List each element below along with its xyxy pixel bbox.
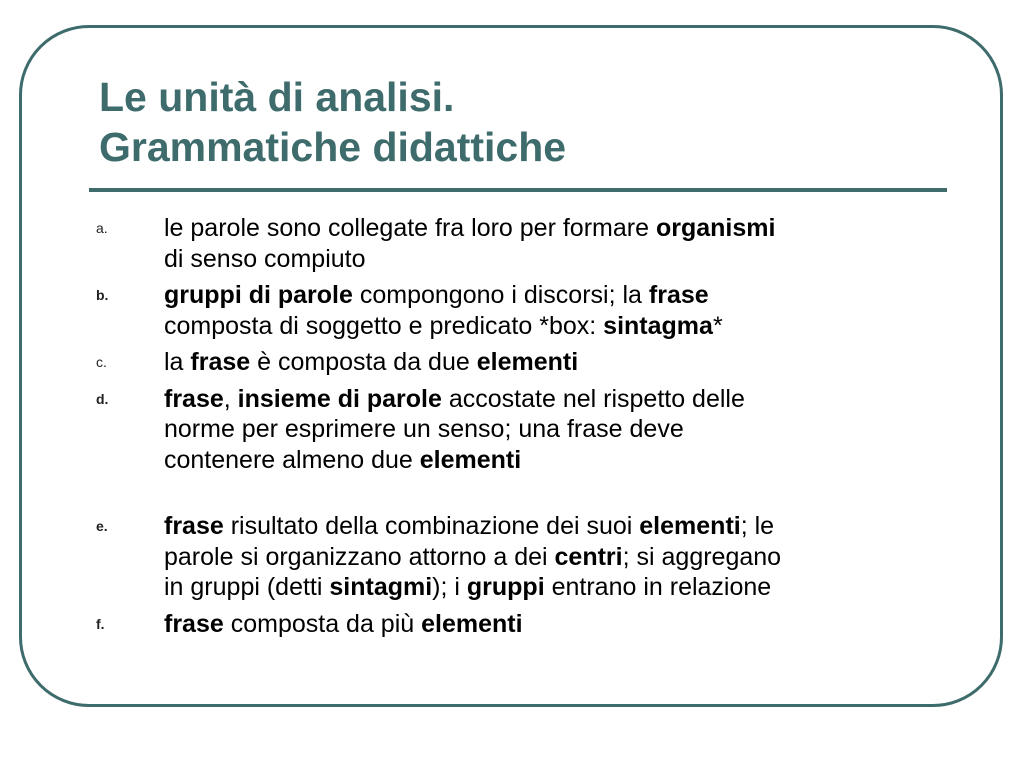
body-text: in gruppi (detti xyxy=(164,573,330,601)
body-text: compongono i discorsi; la xyxy=(352,281,649,309)
list-item-line xyxy=(164,609,956,640)
emphasis-text: gruppi xyxy=(466,573,545,601)
list-marker: d. xyxy=(96,390,109,407)
list-item xyxy=(96,213,956,274)
list-marker: b. xyxy=(96,287,109,303)
list-item-line xyxy=(164,244,956,275)
title-line-2: Grammatiche didattiche xyxy=(99,124,567,170)
body-text: composta di soggetto e predicato *box: xyxy=(164,311,604,340)
body-text: accostate nel rispetto delle xyxy=(441,384,745,413)
list-item xyxy=(96,511,956,603)
emphasis-text: frase xyxy=(164,384,224,413)
list-item-line xyxy=(164,511,956,542)
title-divider xyxy=(89,188,947,192)
list-item-line xyxy=(164,280,956,311)
emphasis-text: elementi xyxy=(421,609,523,638)
body-text: ; le xyxy=(740,512,775,540)
body-text: le parole sono collegate fra loro per formare xyxy=(164,214,656,242)
emphasis-text: frase xyxy=(164,609,224,638)
body-text: contenere almeno due xyxy=(164,445,420,474)
list-marker: f. xyxy=(96,615,105,632)
body-text: la xyxy=(164,348,191,376)
emphasis-text: frase xyxy=(648,281,709,309)
list-item-line xyxy=(164,414,956,445)
list-item-line xyxy=(164,572,956,603)
list-item xyxy=(96,384,956,476)
list-item-line xyxy=(164,445,956,476)
emphasis-text: elementi xyxy=(476,348,579,376)
body-text: * xyxy=(712,311,723,340)
emphasis-text: insieme di parole xyxy=(237,384,442,413)
list-marker: e. xyxy=(96,518,108,534)
body-text: , xyxy=(223,384,238,413)
emphasis-text: elementi xyxy=(419,445,522,474)
list-item-line xyxy=(164,213,956,244)
title-line-1: Le unità di analisi. xyxy=(99,74,455,120)
list-item-line xyxy=(164,384,956,415)
emphasis-text: sintagmi xyxy=(329,573,433,601)
slide-title xyxy=(99,72,566,172)
body-text: di senso compiuto xyxy=(164,244,366,273)
list-item-line xyxy=(164,311,956,342)
body-text: entrano in relazione xyxy=(544,573,772,601)
list-marker: a. xyxy=(96,220,108,236)
bullet-list xyxy=(96,213,956,645)
emphasis-text: gruppi di parole xyxy=(164,281,353,309)
body-text: ); i xyxy=(432,573,467,601)
emphasis-text: organismi xyxy=(655,214,776,242)
emphasis-text: elementi xyxy=(639,512,741,540)
list-item xyxy=(96,347,956,378)
emphasis-text: frase xyxy=(190,348,251,376)
list-item xyxy=(96,280,956,341)
list-marker: c. xyxy=(96,354,107,370)
body-text: parole si organizzano attorno a dei xyxy=(164,542,555,571)
emphasis-text: centri xyxy=(554,542,623,571)
body-text: risultato della combinazione dei suoi xyxy=(223,512,640,540)
list-item-line xyxy=(164,542,956,573)
list-item xyxy=(96,609,956,640)
list-item-line xyxy=(164,347,956,378)
body-text: norme per esprimere un senso; una frase deve xyxy=(164,415,684,443)
emphasis-text: sintagma xyxy=(603,311,713,340)
body-text: ; si aggregano xyxy=(622,542,782,571)
emphasis-text: frase xyxy=(164,512,224,540)
body-text: composta da più xyxy=(223,609,422,638)
body-text: è composta da due xyxy=(250,348,477,376)
